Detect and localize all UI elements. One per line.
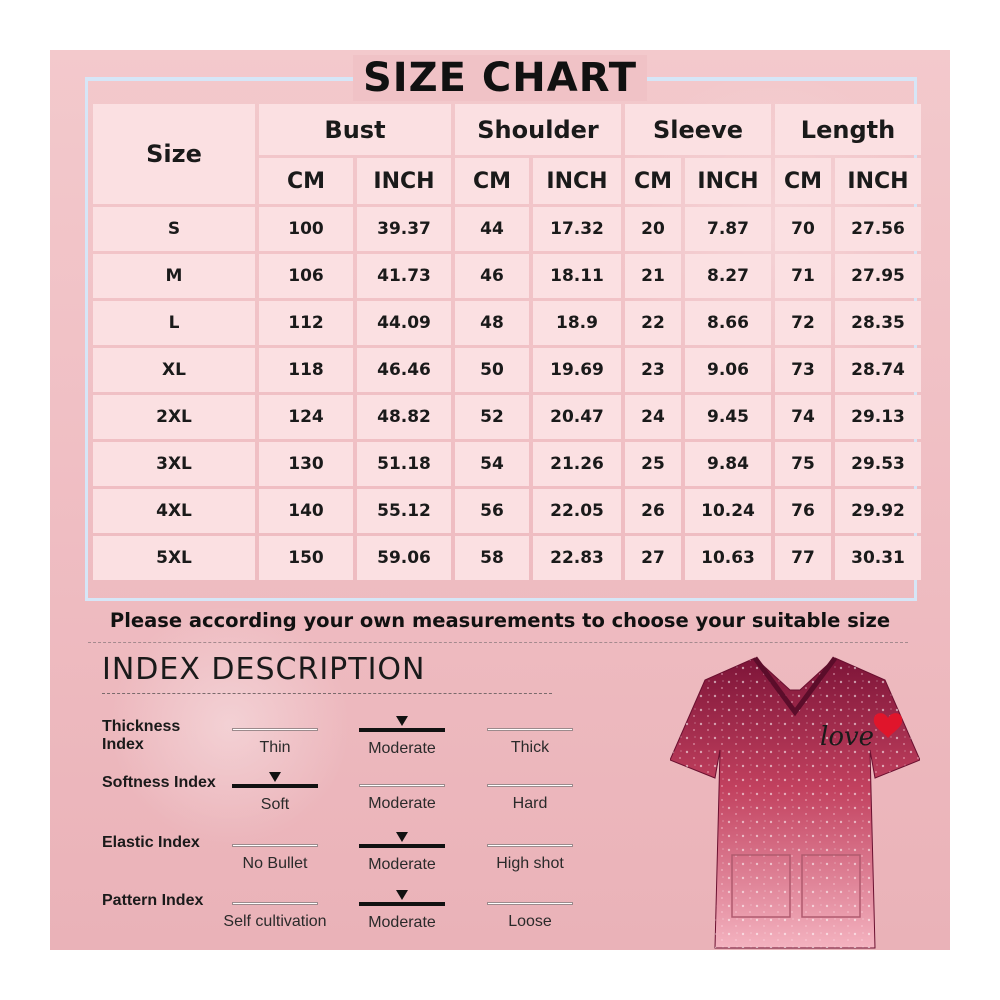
selected-marker-icon	[396, 832, 408, 842]
value-cell: 130	[259, 442, 353, 486]
index-scale-line	[232, 784, 318, 788]
value-cell: 30.31	[835, 536, 921, 580]
value-cell: 59.06	[357, 536, 451, 580]
index-label: Softness Index	[102, 774, 216, 791]
size-cell: M	[93, 254, 255, 298]
value-cell: 74	[775, 395, 831, 439]
table-row	[93, 536, 921, 580]
value-cell: 29.53	[835, 442, 921, 486]
value-cell: 140	[259, 489, 353, 533]
value-cell: 20	[625, 207, 681, 251]
value-cell: 21	[625, 254, 681, 298]
selected-marker-icon	[269, 772, 281, 782]
index-option	[347, 844, 457, 874]
value-cell: 55.12	[357, 489, 451, 533]
value-cell: 26	[625, 489, 681, 533]
measurement-note: Please according your own measurements to choose your suitable size	[109, 609, 891, 632]
index-option-label: No Bullet	[242, 855, 308, 872]
index-option	[347, 902, 457, 932]
size-cell: 3XL	[93, 442, 255, 486]
index-option	[347, 784, 457, 813]
table-row	[93, 395, 921, 439]
index-option-label: Self cultivation	[223, 913, 327, 930]
value-cell: 25	[625, 442, 681, 486]
table-row	[93, 348, 921, 392]
size-table	[89, 101, 925, 583]
value-cell: 50	[455, 348, 529, 392]
value-cell: 22.05	[533, 489, 621, 533]
value-cell: 54	[455, 442, 529, 486]
index-option-label: Soft	[260, 796, 290, 813]
size-rows	[93, 207, 921, 580]
value-cell: 46	[455, 254, 529, 298]
selected-marker-icon	[396, 716, 408, 726]
value-cell: 51.18	[357, 442, 451, 486]
value-cell: 29.92	[835, 489, 921, 533]
value-cell: 70	[775, 207, 831, 251]
table-row	[93, 254, 921, 298]
value-cell: 22.83	[533, 536, 621, 580]
index-scale-line	[359, 902, 445, 906]
unit-header: INCH	[835, 158, 921, 204]
value-cell: 52	[455, 395, 529, 439]
index-option	[475, 784, 585, 813]
index-scale-line	[487, 844, 573, 847]
value-cell: 106	[259, 254, 353, 298]
value-cell: 72	[775, 301, 831, 345]
value-cell: 28.35	[835, 301, 921, 345]
value-cell: 76	[775, 489, 831, 533]
title-text: SIZE CHART	[353, 55, 647, 101]
index-scale-line	[232, 728, 318, 731]
index-option-label: Thin	[259, 739, 291, 756]
value-cell: 44	[455, 207, 529, 251]
index-scale-line	[232, 844, 318, 847]
value-cell: 58	[455, 536, 529, 580]
value-cell: 46.46	[357, 348, 451, 392]
value-cell: 118	[259, 348, 353, 392]
value-cell: 75	[775, 442, 831, 486]
value-cell: 21.26	[533, 442, 621, 486]
index-option-label: Moderate	[368, 740, 436, 757]
value-cell: 17.32	[533, 207, 621, 251]
shirt-print-text: love	[820, 722, 875, 752]
value-cell: 8.27	[685, 254, 771, 298]
value-cell: 10.63	[685, 536, 771, 580]
size-cell: 2XL	[93, 395, 255, 439]
value-cell: 100	[259, 207, 353, 251]
value-cell: 20.47	[533, 395, 621, 439]
size-cell: XL	[93, 348, 255, 392]
unit-header: INCH	[533, 158, 621, 204]
index-scale-line	[232, 902, 318, 905]
index-option	[220, 784, 330, 814]
value-cell: 124	[259, 395, 353, 439]
index-scale-line	[359, 784, 445, 787]
size-chart-card	[50, 50, 950, 950]
unit-header: CM	[259, 158, 353, 204]
value-cell: 112	[259, 301, 353, 345]
value-cell: 18.11	[533, 254, 621, 298]
index-option-label: Hard	[512, 795, 548, 812]
value-cell: 18.9	[533, 301, 621, 345]
scrub-top-image	[670, 650, 920, 950]
index-option	[220, 902, 330, 931]
header-sleeve: Sleeve	[625, 104, 771, 155]
size-cell: 4XL	[93, 489, 255, 533]
index-label: Thickness Index	[102, 718, 181, 753]
value-cell: 77	[775, 536, 831, 580]
table-row	[93, 442, 921, 486]
table-row	[93, 489, 921, 533]
size-cell: L	[93, 301, 255, 345]
unit-header: INCH	[357, 158, 451, 204]
index-scale-line	[359, 728, 445, 732]
table-row	[93, 301, 921, 345]
value-cell: 27.95	[835, 254, 921, 298]
table-row	[93, 207, 921, 251]
unit-header: CM	[455, 158, 529, 204]
size-cell: S	[93, 207, 255, 251]
size-cell: 5XL	[93, 536, 255, 580]
index-option-label: Thick	[510, 739, 550, 756]
value-cell: 23	[625, 348, 681, 392]
index-option	[220, 844, 330, 873]
value-cell: 44.09	[357, 301, 451, 345]
value-cell: 22	[625, 301, 681, 345]
value-cell: 7.87	[685, 207, 771, 251]
index-scale-line	[487, 728, 573, 731]
value-cell: 27.56	[835, 207, 921, 251]
selected-marker-icon	[396, 890, 408, 900]
index-option-label: Moderate	[368, 856, 436, 873]
header-bust: Bust	[259, 104, 451, 155]
index-option	[347, 728, 457, 758]
value-cell: 48.82	[357, 395, 451, 439]
dotted-divider	[88, 642, 908, 643]
index-option	[475, 902, 585, 931]
index-divider	[102, 693, 552, 694]
unit-header: INCH	[685, 158, 771, 204]
index-label: Pattern Index	[102, 892, 204, 909]
index-option-label: Moderate	[368, 795, 436, 812]
value-cell: 48	[455, 301, 529, 345]
index-option	[220, 728, 330, 757]
index-option	[475, 844, 585, 873]
value-cell: 41.73	[357, 254, 451, 298]
header-shoulder: Shoulder	[455, 104, 621, 155]
index-title: INDEX DESCRIPTION	[102, 652, 426, 687]
index-option	[475, 728, 585, 757]
index-label: Elastic Index	[102, 834, 200, 851]
value-cell: 19.69	[533, 348, 621, 392]
value-cell: 71	[775, 254, 831, 298]
index-option-label: Moderate	[368, 914, 436, 931]
value-cell: 150	[259, 536, 353, 580]
value-cell: 24	[625, 395, 681, 439]
value-cell: 9.45	[685, 395, 771, 439]
value-cell: 28.74	[835, 348, 921, 392]
index-option-label: Loose	[508, 913, 552, 930]
header-length: Length	[775, 104, 921, 155]
index-scale-line	[487, 902, 573, 905]
value-cell: 27	[625, 536, 681, 580]
value-cell: 9.06	[685, 348, 771, 392]
value-cell: 8.66	[685, 301, 771, 345]
unit-header: CM	[625, 158, 681, 204]
index-scale-line	[359, 844, 445, 848]
value-cell: 9.84	[685, 442, 771, 486]
unit-header: CM	[775, 158, 831, 204]
size-header: Size	[93, 104, 255, 204]
value-cell: 29.13	[835, 395, 921, 439]
index-option-label: High shot	[496, 855, 564, 872]
index-scale-line	[487, 784, 573, 787]
value-cell: 39.37	[357, 207, 451, 251]
value-cell: 56	[455, 489, 529, 533]
value-cell: 73	[775, 348, 831, 392]
value-cell: 10.24	[685, 489, 771, 533]
